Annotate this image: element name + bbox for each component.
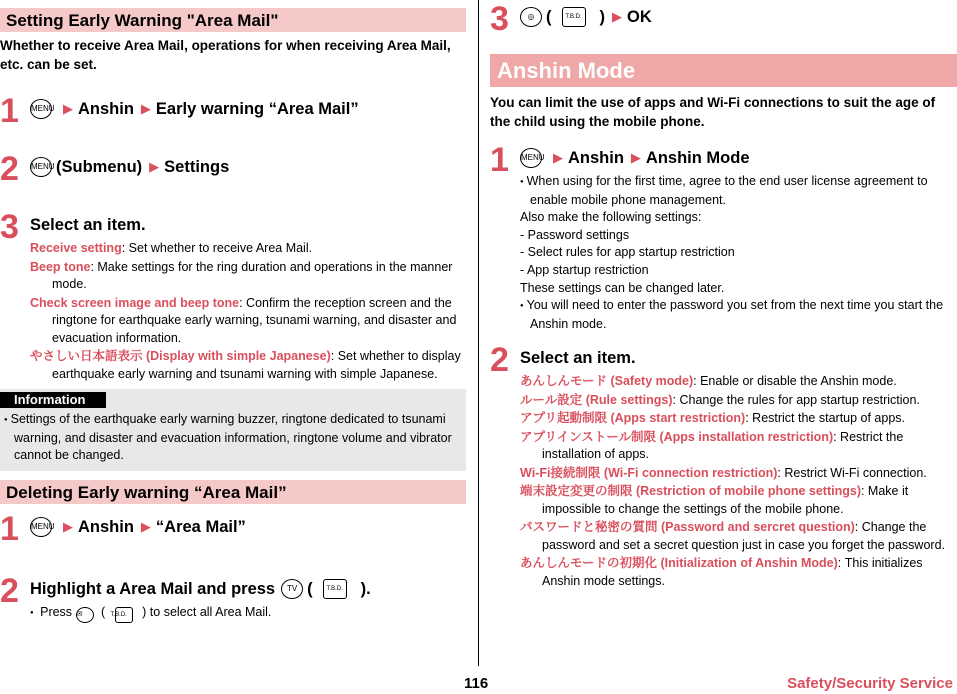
- list-item: Beep tone: Make settings for the ring duration and operations in the manner mode.: [30, 259, 453, 291]
- tbd-key-icon: T.B.D.: [323, 579, 347, 599]
- camera-tv-key-icon: TV: [281, 579, 303, 599]
- step-number: 1: [0, 509, 19, 548]
- note-text: Also make the following settings:: [520, 210, 702, 225]
- list-item: - Select rules for app startup restriction: [520, 245, 735, 260]
- section-intro: You can limit the use of apps and Wi-Fi connections to suit the age of the child using the mobile phone.: [490, 95, 936, 129]
- step-3: [0, 208, 466, 383]
- list-item: 端末設定変更の制限 (Restriction of mobile phone settings): Make it impossible to change the settings of the mobile phone.: [520, 484, 909, 516]
- information-text: ● Settings of the earthquake early warning buzzer, ringtone dedicated to tsunami warning, and disaster and evacuation information, ringtone volume and vibrator cannot be changed.: [0, 411, 466, 465]
- step-title: Select an item.: [30, 216, 146, 234]
- page-number: 116: [464, 675, 489, 692]
- step-2: [0, 150, 466, 188]
- arrow-right-icon: ▶: [63, 101, 73, 116]
- list-item: Receive setting: Set whether to receive Area Mail.: [30, 241, 313, 255]
- step-title: Select an item.: [520, 349, 636, 368]
- menu-path-early-warning: Early warning “Area Mail”: [155, 100, 359, 118]
- list-item: アプリ起動制限 (Apps start restriction): Restrict the startup of apps.: [520, 411, 906, 426]
- note-text: These settings can be changed later.: [520, 280, 725, 295]
- section-heading-area-mail-settings: Setting Early Warning "Area Mail": [0, 8, 466, 32]
- step-number: 3: [0, 208, 19, 246]
- list-item: あんしんモードの初期化 (Initialization of Anshin Mode): This initializes Anshin mode settings.: [520, 556, 923, 588]
- mail-key-icon: ✉: [76, 607, 94, 623]
- tbd-key-icon: T.B.D.: [115, 607, 133, 623]
- bullet-note: ● You will need to enter the password you set from the next time you start the Anshin mode.: [520, 297, 957, 333]
- list-item: Check screen image and beep tone: Confirm the reception screen and the ringtone for earthquake early warning, tsunami warning, and disaster and evacuation information.: [30, 295, 457, 345]
- setting-items-list: [30, 240, 466, 383]
- arrow-right-icon: ▶: [63, 518, 73, 534]
- chapter-title: Safety/Security Service: [787, 675, 953, 692]
- menu-path-anshin: Anshin: [78, 100, 134, 118]
- right-column: [490, 0, 957, 591]
- step-2: 2 Highlight a Area Mail and press TV ( T.B.D. ). ● Press ✉ ( T.B.D. ) to select all Area Mail.: [0, 578, 466, 623]
- menu-path-area-mail: “Area Mail”: [155, 517, 246, 536]
- list-item: ルール設定 (Rule settings): Change the rules for app startup restriction.: [520, 392, 920, 407]
- arrow-right-icon: ▶: [149, 159, 160, 174]
- menu-key-icon: MENU: [30, 517, 52, 537]
- step-1: [0, 92, 466, 130]
- step-3: 3 ◎ ( T.B.D. ) ▶ OK: [490, 0, 652, 38]
- arrow-right-icon: ▶: [140, 101, 151, 116]
- arrow-right-icon: ▶: [630, 150, 641, 165]
- list-item: - Password settings: [520, 227, 630, 242]
- list-item: アプリインストール制限 (Apps installation restriction): Restrict the installation of apps.: [520, 429, 904, 462]
- step-number: 1: [490, 141, 509, 179]
- step-1: [0, 509, 466, 548]
- list-item: やさしい日本語表示 (Display with simple Japanese): Set whether to display earthquake early warning and tsunami warning with simple Japanese.: [30, 349, 461, 381]
- step-number: 1: [0, 92, 19, 130]
- information-box: [0, 389, 466, 471]
- menu-path-anshin: Anshin: [568, 149, 624, 167]
- step-number: 2: [0, 571, 19, 610]
- step-ok: OK: [627, 8, 652, 26]
- menu-key-icon: MENU: [30, 157, 52, 177]
- step-number: 3: [490, 0, 509, 38]
- bullet-note: ● Press ✉ ( T.B.D. ) to select all Area Mail.: [30, 604, 466, 623]
- step-2: [490, 341, 957, 590]
- tbd-key-icon: T.B.D.: [562, 7, 586, 27]
- information-label: Information: [0, 392, 106, 408]
- center-key-icon: ◎: [520, 7, 542, 27]
- list-item: あんしんモード (Safety mode): Enable or disable the Anshin mode.: [520, 374, 897, 389]
- section-heading-deleting-area-mail: Deleting Early warning “Area Mail”: [0, 480, 466, 504]
- bullet-note: ● When using for the first time, agree to the end user license agreement to enable mobile phone management.: [520, 173, 957, 209]
- section-heading-anshin-mode: Anshin Mode: [490, 54, 957, 87]
- menu-key-icon: MENU: [520, 148, 542, 168]
- menu-path-submenu: (Submenu): [56, 158, 143, 176]
- left-column: [0, 0, 466, 623]
- menu-key-icon: MENU: [30, 99, 52, 119]
- list-item: Wi-Fi接続制限 (Wi-Fi connection restriction): Restrict Wi-Fi connection.: [520, 465, 927, 480]
- menu-path-anshin-mode: Anshin Mode: [645, 149, 750, 167]
- section-intro: Whether to receive Area Mail, operations for when receiving Area Mail, etc. can be set.: [0, 38, 451, 72]
- menu-path-settings: Settings: [164, 158, 230, 176]
- list-item: - App startup restriction: [520, 262, 649, 277]
- arrow-right-icon: ▶: [553, 150, 563, 165]
- arrow-right-icon: ▶: [140, 518, 151, 534]
- step-number: 2: [490, 341, 509, 380]
- column-divider: [478, 0, 479, 666]
- step-1: [490, 141, 957, 333]
- step-number: 2: [0, 150, 19, 188]
- step-title: Highlight a Area Mail and press: [30, 579, 276, 598]
- arrow-right-icon: ▶: [612, 9, 622, 24]
- setting-items-list: [520, 373, 957, 590]
- menu-path-anshin: Anshin: [78, 517, 134, 536]
- list-item: パスワードと秘密の質問 (Password and sercret question): Change the password and set a secret question just in case you forget the password.: [520, 520, 946, 552]
